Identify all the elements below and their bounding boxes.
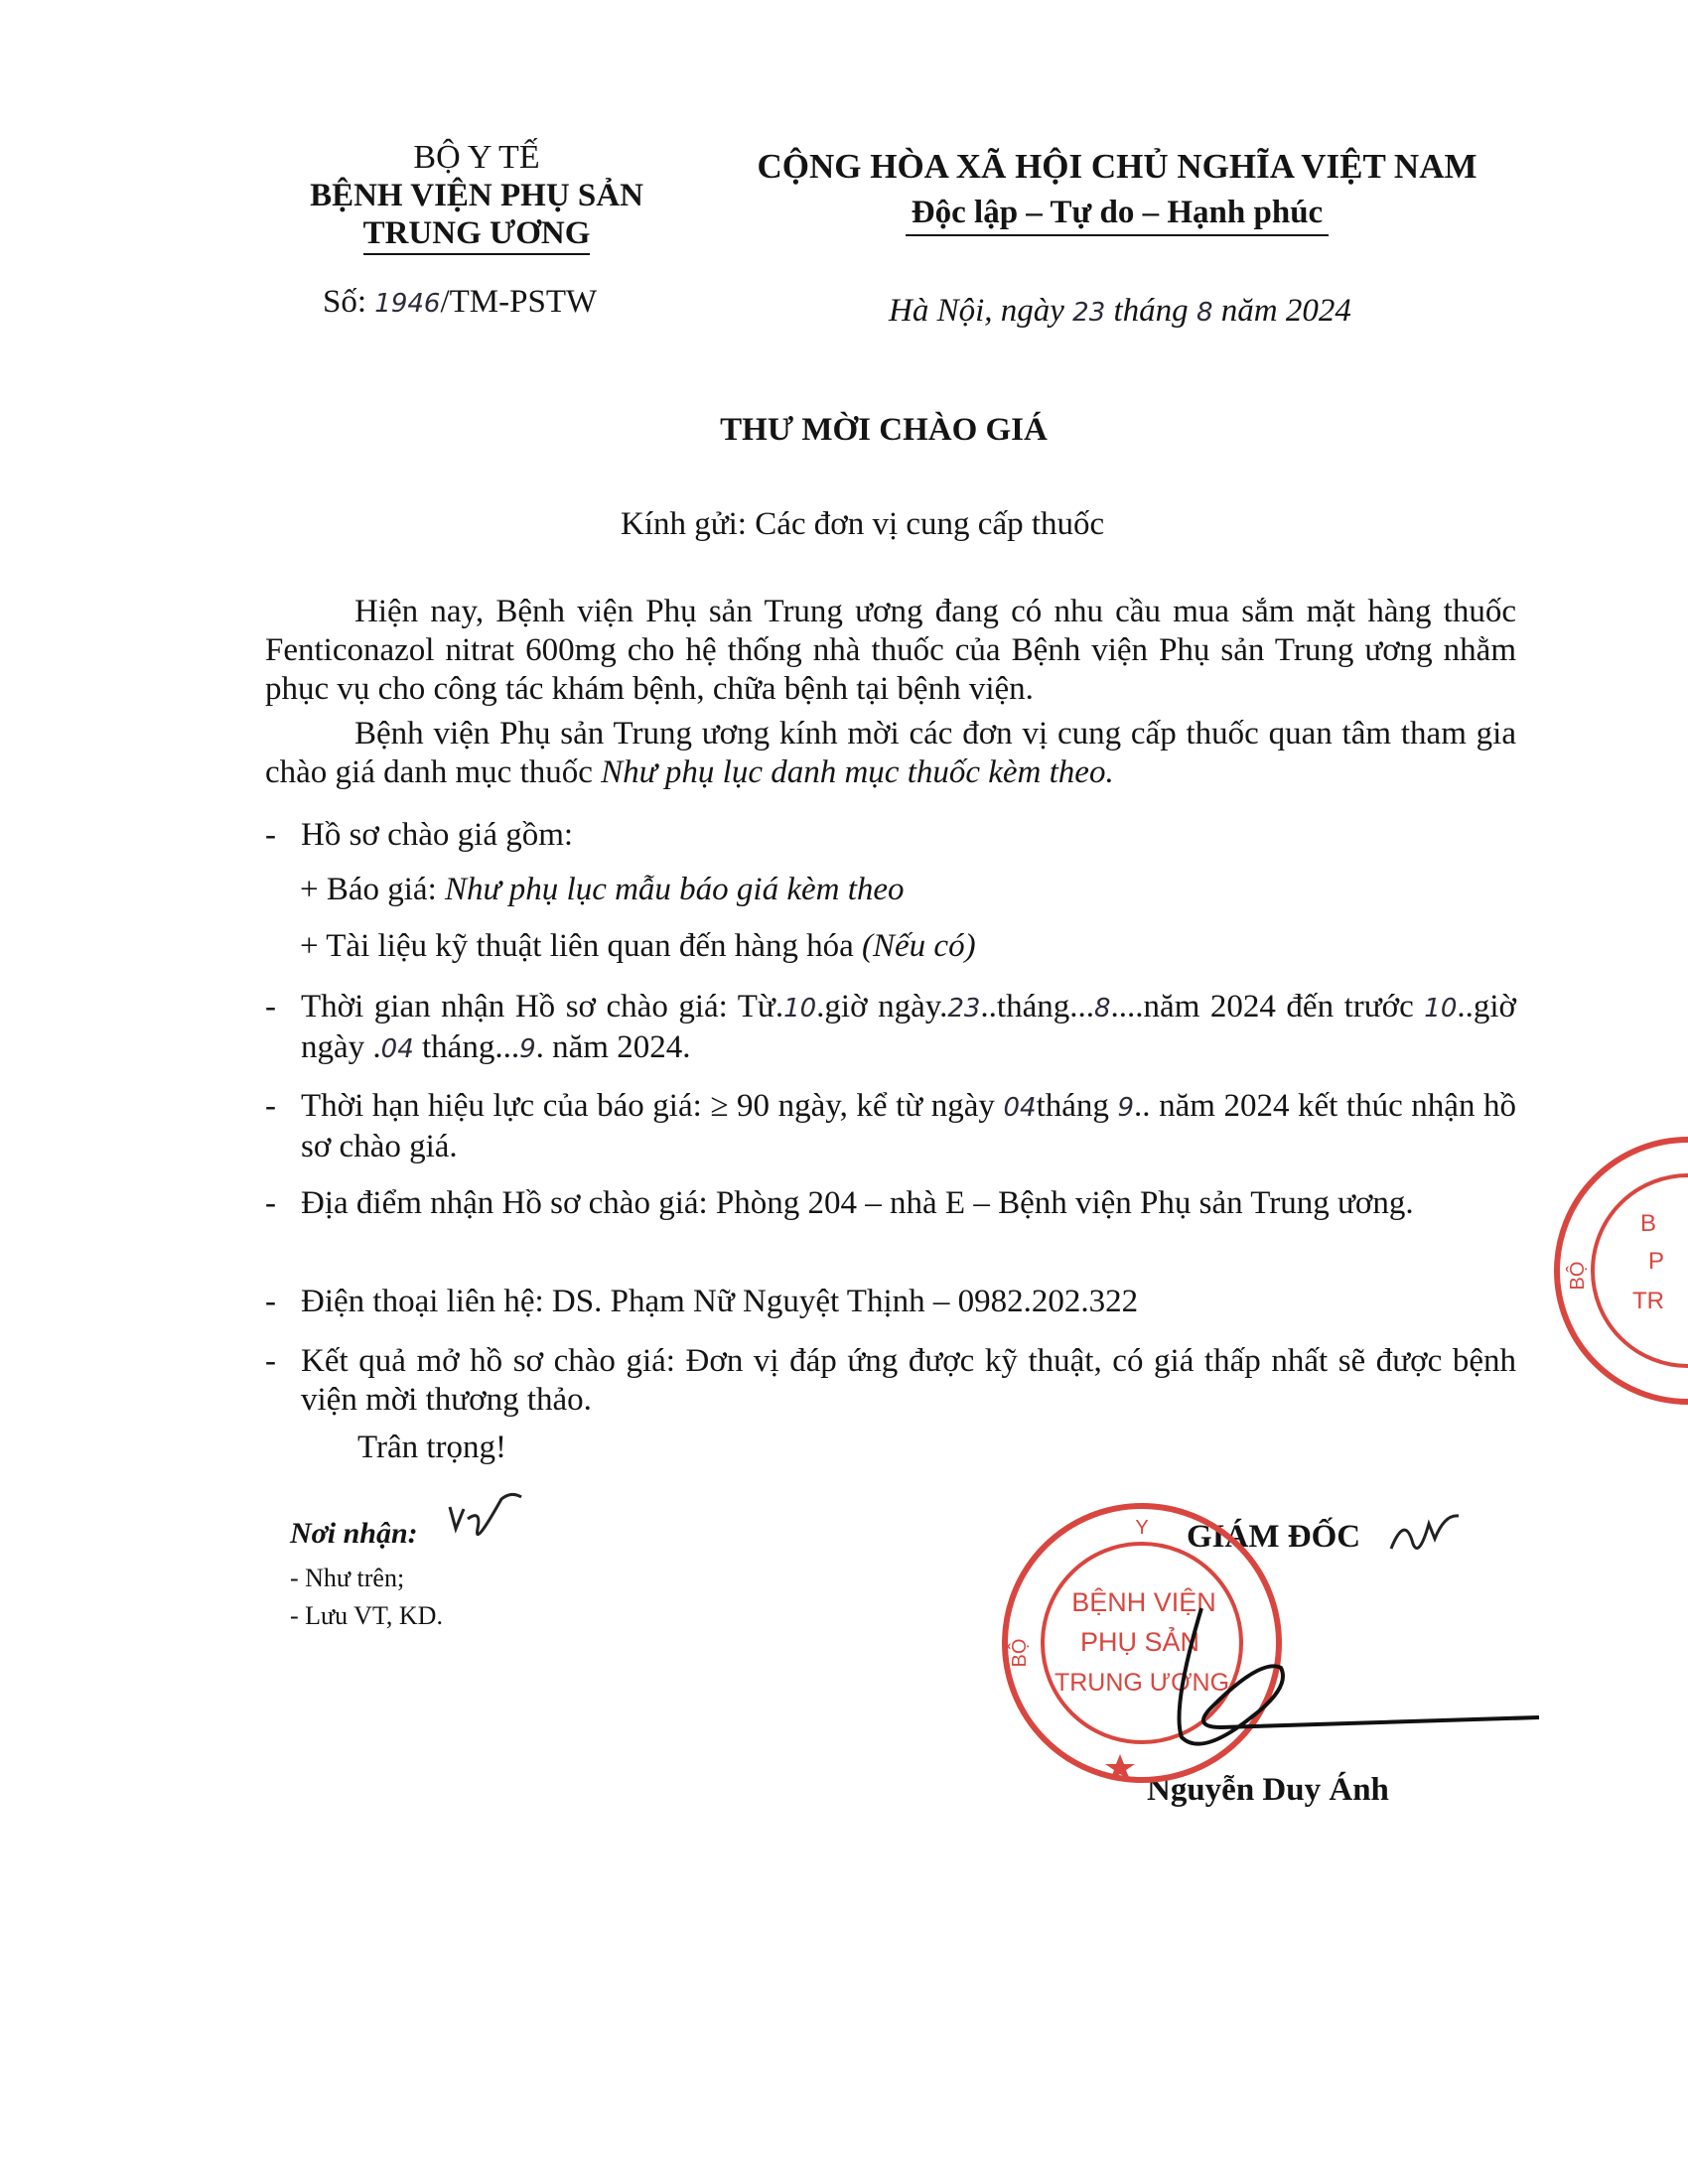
number-suffix: /TM-PSTW [440, 284, 598, 320]
list-item-dossier: - Hồ sơ chào giá gồm: [265, 817, 574, 853]
paragraph-invitation [265, 715, 1516, 792]
greeting: Kính gửi: Các đơn vị cung cấp thuốc [621, 506, 1105, 542]
svg-text:BỘ: BỘ [1009, 1638, 1031, 1668]
date-prefix: Hà Nội, ngày [889, 293, 1064, 329]
recipient-line: - Lưu VT, KD. [290, 1601, 443, 1630]
svg-text:TR: TR [1632, 1288, 1664, 1314]
svg-text:PHỤ SẢN: PHỤ SẢN [1079, 1627, 1200, 1657]
svg-text:TRUNG ƯƠNG: TRUNG ƯƠNG [1054, 1669, 1230, 1697]
invitation-annex: Như phụ lục danh mục thuốc kèm theo. [601, 754, 1114, 790]
director-name: Nguyễn Duy Ánh [1147, 1772, 1389, 1808]
country-name: CỘNG HÒA XÃ HỘI CHỦ NGHĨA VIỆT NAM [757, 147, 1477, 186]
list-item-receive-time: - Thời gian nhận Hồ sơ chào giá: Từ.10.giờ ngày.23..tháng...8....năm 2024 đến trước 10..giờ ngày .04 tháng...9. năm 2024. [265, 989, 1517, 1065]
date-month-label: tháng [1113, 293, 1189, 329]
date-month: 8 [1196, 298, 1213, 328]
initials-signature [442, 1489, 531, 1559]
date-day: 23 [1072, 298, 1106, 328]
issuer-block [253, 139, 700, 252]
handwritten-number: 1946 [374, 289, 441, 319]
invitation-text: Bệnh viện Phụ sản Trung ương kính mời các đơn vị cung cấp thuốc quan tâm tham gia chào giá danh mục thuốc [265, 716, 1516, 790]
document-title: THƯ MỜI CHÀO GIÁ [720, 412, 1048, 448]
list-item-contact: - Điện thoại liên hệ: DS. Phạm Nữ Nguyệt Thịnh – 0982.202.322 [265, 1284, 1139, 1319]
date-year: năm 2024 [1220, 293, 1351, 329]
list-item-location: - Địa điểm nhận Hồ sơ chào giá: Phòng 204 – nhà E – Bệnh viện Phụ sản Trung ương. [265, 1185, 1414, 1221]
recipient-line: - Như trên; [290, 1564, 405, 1592]
national-header [725, 144, 1509, 235]
paragraph-intro: Hiện nay, Bệnh viện Phụ sản Trung ương đang có nhu cầu mua sắm mặt hàng thuốc Fenticonazol nitrat 600mg cho hệ thống nhà thuốc của Bệnh viện Phụ sản Trung ương nhằm phục vụ cho công tác khám bệnh, chữa bệnh tại bệnh viện. [265, 594, 1516, 707]
hospital-name-line1: BỆNH VIỆN PHỤ SẢN [310, 178, 643, 213]
issue-date [889, 293, 1351, 330]
closing-phrase: Trân trọng! [357, 1430, 507, 1465]
official-seal-partial [1549, 1132, 1688, 1410]
ministry-name: BỘ Y TẾ [413, 139, 540, 176]
director-title: GIÁM ĐỐC [1187, 1519, 1361, 1555]
list-item-result: - Kết quả mở hồ sơ chào giá: Đơn vị đáp ứng được kỹ thuật, có giá thấp nhất sẽ được bệnh viện mời thương thảo. [265, 1343, 1516, 1418]
number-prefix: Số: [323, 284, 367, 320]
initials-signature [1385, 1504, 1465, 1564]
svg-text:Y: Y [1135, 1517, 1149, 1539]
svg-text:B: B [1640, 1210, 1657, 1237]
list-item-validity: - Thời hạn hiệu lực của báo giá: ≥ 90 ngày, kể từ ngày 04tháng 9.. năm 2024 kết thúc nhận hồ sơ chào giá. [265, 1088, 1517, 1164]
svg-text:BỘ: BỘ [1567, 1261, 1589, 1291]
document-number [323, 284, 597, 321]
director-signature [1142, 1588, 1559, 1757]
svg-text:P: P [1648, 1248, 1665, 1275]
list-subitem-technical-docs: + Tài liệu kỹ thuật liên quan đến hàng hóa (Nếu có) [300, 928, 976, 964]
recipients-title: Nơi nhận: [290, 1517, 418, 1550]
svg-text:BỆNH VIỆN: BỆNH VIỆN [1071, 1587, 1216, 1617]
hospital-name-line2: TRUNG ƯƠNG [363, 215, 591, 255]
list-subitem-quotation: + Báo giá: Như phụ lục mẫu báo giá kèm theo [300, 872, 905, 907]
national-motto: Độc lập – Tự do – Hạnh phúc [906, 195, 1329, 236]
